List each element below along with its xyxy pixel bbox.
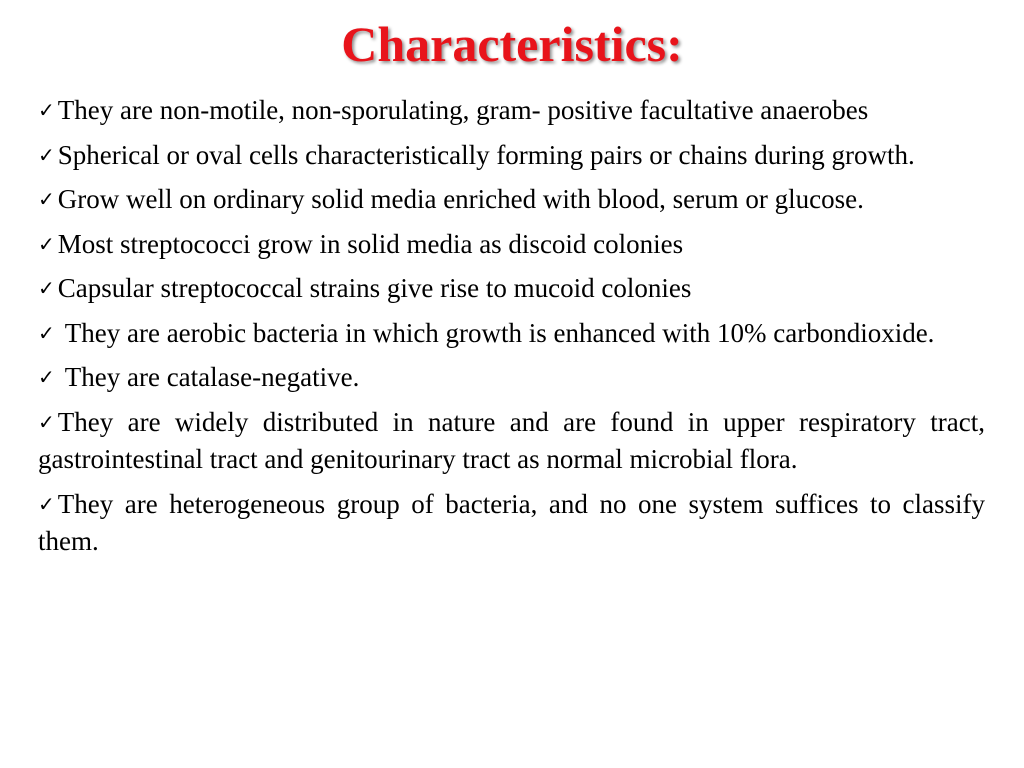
checkmark-icon: ✓ (38, 231, 55, 256)
checkmark-icon: ✓ (38, 320, 55, 345)
slide-title: Characteristics: (341, 16, 683, 72)
bullet-item (38, 137, 985, 175)
bullet-text: Grow well on ordinary solid media enriched with blood, serum or glucose. (57, 184, 864, 214)
bullet-list (38, 92, 985, 568)
checkmark-icon: ✓ (38, 187, 55, 211)
bullet-text: They are heterogeneous group of bacteria, and no one system suffices to classify them. (38, 488, 985, 556)
bullet-item (38, 315, 985, 353)
checkmark-icon: ✓ (38, 365, 55, 389)
checkmark-icon: ✓ (38, 98, 55, 122)
bullet-item (38, 270, 985, 308)
checkmark-icon: ✓ (38, 409, 55, 434)
bullet-text: Spherical or oval cells characteristically forming pairs or chains during growth. (57, 139, 915, 170)
bullet-text: They are aerobic bacteria in which growth is enhanced with 10% carbondioxide. (64, 317, 935, 348)
bullet-item (38, 486, 985, 561)
bullet-text: They are widely distributed in nature and are found in upper respiratory tract, gastrointestinal tract and genitourinary tract as normal microbial flora. (38, 406, 985, 474)
bullet-item (38, 226, 985, 264)
bullet-text: Capsular streptococcal strains give rise to mucoid colonies (57, 273, 692, 303)
bullet-text: Most streptococci grow in solid media as discoid colonies (57, 228, 684, 259)
bullet-item (38, 181, 985, 219)
bullet-item (38, 92, 985, 130)
bullet-text: They are catalase-negative. (64, 362, 360, 392)
bullet-text: They are non-motile, non-sporulating, gram- positive facultative anaerobes (57, 95, 869, 125)
bullet-item (38, 359, 985, 397)
checkmark-icon: ✓ (38, 276, 55, 300)
checkmark-icon: ✓ (38, 491, 55, 516)
checkmark-icon: ✓ (38, 142, 55, 167)
bullet-item (38, 404, 985, 479)
